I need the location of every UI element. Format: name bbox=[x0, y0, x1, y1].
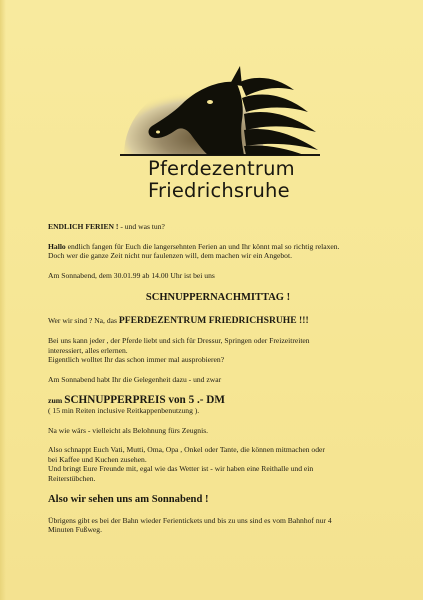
family-line-2: bei Kaffee und Kuchen zusehen. bbox=[48, 454, 147, 464]
intro-rest: endlich fangen für Euch die langersehnten Ferien an und Ihr könnt mal so richtig relaxen. bbox=[65, 241, 340, 251]
footer-line-2: Minuten Fußweg. bbox=[48, 525, 102, 535]
chance-line: Am Sonnabend habt Ihr die Gelegenheit dazu - und zwar bbox=[48, 374, 222, 384]
intro-bold: Hallo bbox=[48, 241, 66, 251]
horse-head-logo-icon bbox=[118, 60, 323, 160]
everyone-line-1: Bei uns kann jeder , der Pferde liebt und sich für Dressur, Springen oder Freizeitreiten bbox=[48, 335, 310, 345]
flyer-body bbox=[48, 222, 388, 535]
price-note: ( 15 min Reiten inclusive Reitkappenbenutzung ). bbox=[48, 405, 200, 415]
friends-line-2: Reiterstübchen. bbox=[48, 473, 96, 483]
who-prefix: Wer wir sind ? Na, das bbox=[48, 316, 119, 326]
who-name: PFERDEZENTRUM FRIEDRICHSRUHE !!! bbox=[118, 315, 309, 327]
reward-line: Na wie wärs - vielleicht als Belohnung fürs Zeugnis. bbox=[48, 425, 209, 435]
everyone-line-3: Eigentlich wolltet Ihr das schon immer mal ausprobieren? bbox=[48, 355, 225, 365]
brand-name-line-2: Friedrichsruhe bbox=[148, 179, 290, 202]
brand-name-line-1: Pferdezentrum bbox=[148, 157, 295, 180]
heading-bold: ENDLICH FERIEN ! bbox=[48, 222, 119, 231]
friends-line-1: Und bringt Eure Freunde mit, egal wie das Wetter ist - wir haben eine Reithalle und ein bbox=[48, 464, 314, 474]
family-line-1: Also schnappt Euch Vati, Mutti, Oma, Opa , Onkel oder Tante, die können mitmachen oder bbox=[48, 445, 325, 455]
paper-edge-shadow bbox=[0, 0, 6, 600]
price-line bbox=[48, 396, 388, 406]
intro-line-1 bbox=[48, 242, 388, 252]
heading-rest: - und was tun? bbox=[118, 222, 165, 231]
footer-line-1: Übrigens gibt es bei der Bahn wieder Ferientickets und bis zu uns sind es vom Bahnhof nur 4 bbox=[48, 515, 332, 525]
everyone-line-2: interessiert, alles erlernen. bbox=[48, 345, 128, 355]
event-title: SCHNUPPERNACHMITTAG ! bbox=[145, 292, 291, 304]
heading-line bbox=[48, 222, 388, 232]
who-line bbox=[48, 316, 388, 326]
date-line: Am Sonnabend, dem 30.01.99 ab 14.00 Uhr ist bei uns bbox=[48, 270, 215, 280]
price-zum: zum bbox=[48, 396, 65, 406]
price-main: SCHNUPPERPREIS von 5 .- DM bbox=[64, 394, 225, 407]
intro-line-2: Doch wer die ganze Zeit nicht nur faulenzen will, dem machen wir ein Angebot. bbox=[48, 251, 292, 261]
closing-line: Also wir sehen uns am Sonnabend ! bbox=[48, 493, 209, 505]
